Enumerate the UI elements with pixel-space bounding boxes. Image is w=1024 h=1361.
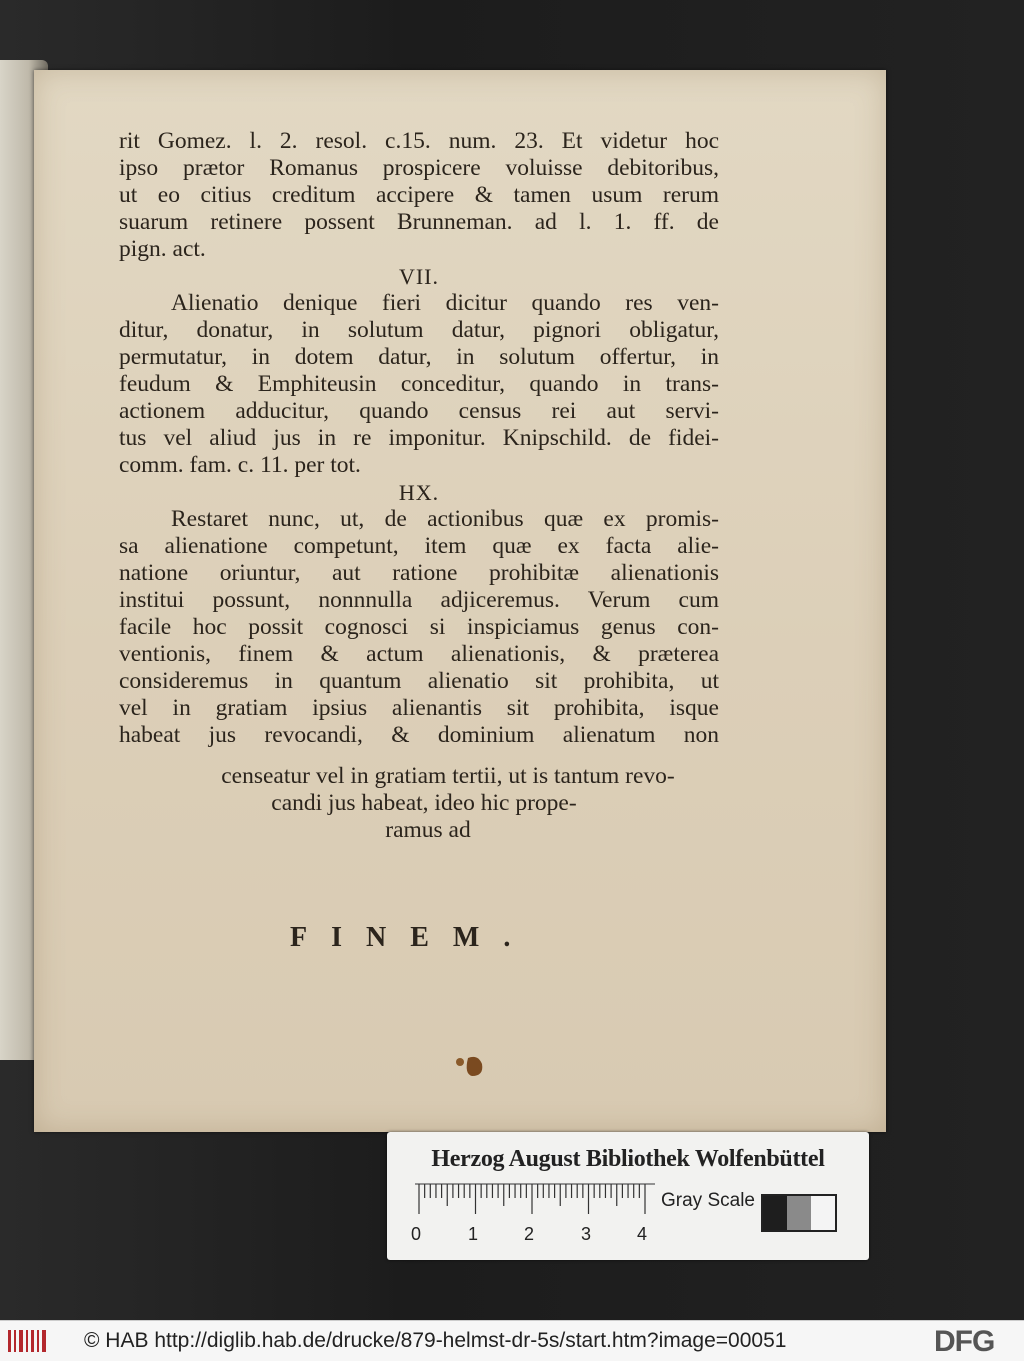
ruler-icon xyxy=(415,1180,655,1220)
text-line: Restaret nunc, ut, de actionibus quæ ex promis- xyxy=(171,506,719,532)
swatch-white xyxy=(811,1196,835,1230)
barcode-icon xyxy=(8,1328,48,1354)
document-page xyxy=(34,70,886,1132)
ruler-number: 0 xyxy=(411,1224,422,1244)
gray-scale-label: Gray Scale xyxy=(661,1190,755,1211)
text-line: feudum & Emphiteusin conceditur, quando in trans- xyxy=(119,371,719,397)
ruler-number: 3 xyxy=(581,1224,592,1244)
text-line: institui possunt, nonnnulla adjiceremus. Verum cum xyxy=(119,587,719,613)
library-label xyxy=(387,1132,869,1260)
text-line: ipso prætor Romanus prospicere voluisse debitoribus, xyxy=(119,155,719,181)
text-line: comm. fam. c. 11. per tot. xyxy=(119,452,361,478)
text-line: permutatur, in dotem datur, in solutum offertur, in xyxy=(119,344,719,370)
section-heading-hx: HX. xyxy=(398,480,440,505)
text-line: vel in gratiam ipsius alienantis sit prohibita, isque xyxy=(119,695,719,721)
footer-bar xyxy=(0,1320,1024,1361)
text-line: actionem adducitur, quando census rei aut servi- xyxy=(119,398,719,424)
copyright-link[interactable]: © HAB http://diglib.hab.de/drucke/879-helmst-dr-5s/start.htm?image=00051 xyxy=(84,1329,787,1352)
page-text xyxy=(119,128,719,749)
text-line: habeat jus revocandi, & dominium alienatum non xyxy=(119,722,719,748)
text-line: ventionis, finem & actum alienationis, & præterea xyxy=(119,641,719,667)
ornament-icon xyxy=(452,1052,486,1080)
text-line: ditur, donatur, in solutum datur, pignori obligatur, xyxy=(119,317,719,343)
library-title: Herzog August Bibliothek Wolfenbüttel xyxy=(431,1146,825,1172)
text-line: ut eo citius creditum accipere & tamen usum rerum xyxy=(119,182,719,208)
closing-line: censeatur vel in gratiam tertii, ut is tantum revo- xyxy=(221,763,675,789)
text-line: facile hoc possit cognosci si inspiciamus genus con- xyxy=(119,614,719,640)
closing-line: candi jus habeat, ideo hic prope- xyxy=(271,790,577,816)
text-line: suarum retinere possent Brunneman. ad l. 1. ff. de xyxy=(119,209,719,235)
text-line: natione oriuntur, aut ratione prohibitæ alienationis xyxy=(119,560,719,586)
gray-scale-swatches xyxy=(761,1194,837,1232)
swatch-gray xyxy=(787,1196,811,1230)
ruler-number: 2 xyxy=(524,1224,535,1244)
finem-heading: FINEM. xyxy=(290,922,535,953)
text-line: sa alienatione competunt, item quæ ex facta alie- xyxy=(119,533,719,559)
dfg-logo: DFG xyxy=(934,1325,995,1358)
text-line: consideremus in quantum alienatio sit prohibita, ut xyxy=(119,668,719,694)
text-line: pign. act. xyxy=(119,236,206,262)
text-line: Alienatio denique fieri dicitur quando res ven- xyxy=(171,290,719,316)
swatch-black xyxy=(763,1196,787,1230)
ruler-number: 1 xyxy=(468,1224,479,1244)
text-line: rit Gomez. l. 2. resol. c.15. num. 23. Et videtur hoc xyxy=(119,128,719,154)
ruler-number: 4 xyxy=(637,1224,648,1244)
text-line: tus vel aliud jus in re imponitur. Knipschild. de fidei- xyxy=(119,425,719,451)
section-heading-vii: VII. xyxy=(398,264,440,289)
closing-line: ramus ad xyxy=(385,817,471,843)
